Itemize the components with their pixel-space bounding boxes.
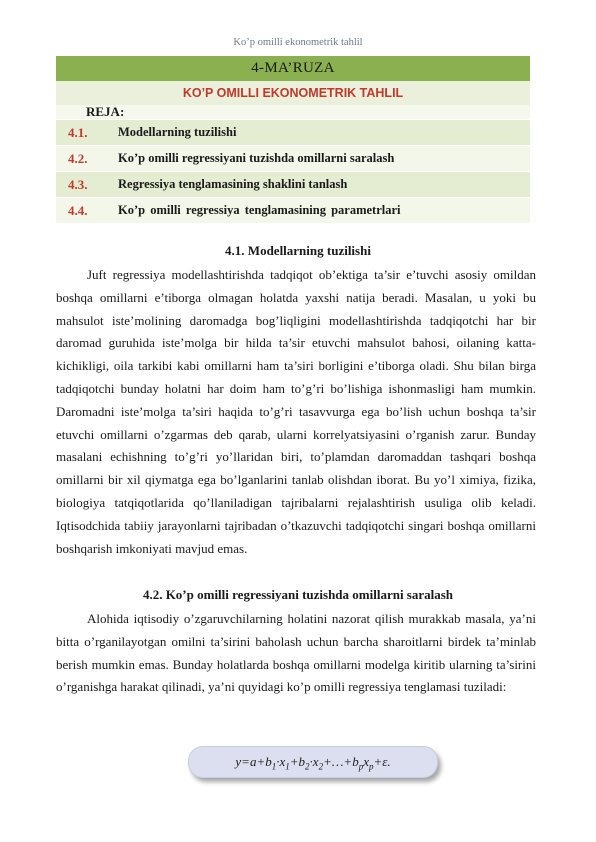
section-2-paragraph: Alohida iqtisodiy o’zgaruvchilarning holatini nazorat qilish murakkab masala, ya’ni bitta o’rganilayotgan omilni ta’sirini baholash uchun barcha sharoitlarni birdek ta’minlab berish mumkin emas. Bunday holatlarda boshqa omillarni modelga kiritib ularning ta’sirini o’rganishga harakat qilinadi, ya’ni quyidagi ko’p omilli regressiya tenglamasi tuziladi: [56, 611, 536, 695]
lecture-title-row [56, 81, 530, 105]
section-2-heading: 4.2. Ko’p omilli regressiyani tuzishda omillarni saralash [142, 587, 454, 602]
section-1-paragraph: Juft regressiya modellashtirishda tadqiqot ob’ektiga ta’sir e’tuvchi asosiy omildan boshqa omillarni e’tiborga olmagan holatda yaxshi natija beradi. Masalan, u yoki bu mahsulot iste’molining daromadga bog’liqligini modellashtirishda tadqiqotchi har bir daromad guruhida iste’molga bir hilda ta’sir etuvchi mahsulot bahosi, oilaning katta-kichikligi, oila tarkibi kabi omillarni ham ta’siri borligini e’tiborga oladi. Shu bilan birga tadqiqotchi bunday holatni har doim ham to’g’ri bo’lishiga ishonmasligi ham mumkin. Daromadni iste’molga ta’siri haqida to’g’ri tasavvurga ega bo’lish uchun boshqa ta’sir etuvchi omillarni o’zgarmas deb qarab, ularni korrelyatsiyasini o’rganish zarur. Bunday masalani echishning to’g’ri yo’llaridan biri, to’plamdan daromaddan tashqari boshqa omillarni bir xil qiymatga ega bo’lganlarini tanlab olishdan iborat. Bu yo’l ximiya, fizika, biologiya tatqiqotlarida qo’llaniladigan tajribalarni rejalashtirish usuliga olib keladi. Iqtisodchida tabiiy jarayonlarni tajribadan o’tkazuvchi tadqiqotchi singari boshqa omillarni boshqarish imkoniyati mavjud emas. [56, 267, 536, 556]
regression-formula-box [188, 746, 438, 778]
plan-item-text: Regressiya tenglamasining shaklini tanlash [118, 172, 530, 198]
lecture-number-row [56, 56, 530, 81]
plan-item [56, 120, 530, 146]
lecture-plan-table [56, 56, 530, 223]
running-head: Ko’p omilli ekonometrik tahlil [233, 37, 363, 48]
plan-item-text: Ko’p omilli regressiyani tuzishda omillarni saralash [118, 146, 530, 172]
plan-item-text: Ko’p omilli regressiya tenglamasining parametrlari [118, 198, 530, 224]
plan-item-number: 4.1. [56, 120, 118, 146]
regression-formula: $y=a+b_1\cdot x_1+b_2\cdot x_2+\dots+b_px_p+\varepsilon$. [235, 754, 391, 772]
plan-item-number: 4.3. [56, 172, 118, 198]
plan-item-text: Modellarning tuzilishi [118, 120, 530, 146]
plan-item [56, 146, 530, 172]
plan-item [56, 172, 530, 198]
plan-item-number: 4.2. [56, 146, 118, 172]
lecture-number: 4-MA’RUZA [56, 56, 530, 81]
lecture-title: KO’P OMILLI EKONOMETRIK TAHLIL [56, 81, 530, 105]
plan-label-row [56, 105, 530, 120]
plan-label: REJA: [56, 105, 530, 120]
plan-item [56, 198, 530, 224]
section-1-heading: 4.1. Modellarning tuzilishi [225, 243, 371, 258]
plan-item-number: 4.4. [56, 198, 118, 224]
